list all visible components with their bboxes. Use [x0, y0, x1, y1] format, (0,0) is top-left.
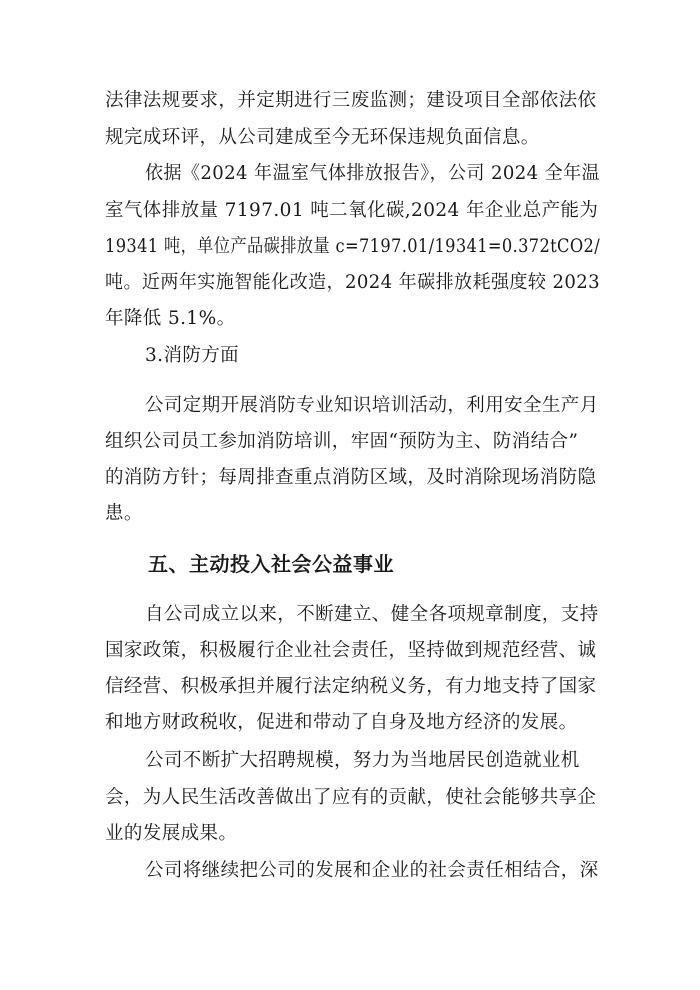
paragraph-line: 吨。近两年实施智能化改造，2024 年碳排放耗强度较 2023	[105, 272, 601, 293]
paragraph-line: 患。	[105, 503, 143, 524]
paragraph-line: 的消防方针；每周排查重点消防区域，及时消除现场消防隐	[105, 467, 597, 488]
paragraph-line: 公司将继续把公司的发展和企业的社会责任相结合，深	[145, 860, 599, 881]
paragraph-line: 自公司成立以来，不断建立、健全各项规章制度，支持	[145, 604, 599, 625]
paragraph-line: 业的发展成果。	[105, 823, 238, 844]
paragraph-line: 室气体排放量 7197.01 吨二氧化碳,2024 年企业总产能为	[105, 200, 599, 221]
paragraph-line: 19341 吨，单位产品碳排放量 c=7197.01/19341=0.372tCO2/	[105, 236, 601, 257]
paragraph-line: 年降低 5.1%。	[105, 308, 236, 329]
paragraph-line: 公司定期开展消防专业知识培训活动，利用安全生产月	[145, 395, 599, 416]
paragraph-line: 组织公司员工参加消防培训，牢固“预防为主、防消结合”	[105, 431, 579, 452]
subsection-title: 3.消防方面	[145, 345, 240, 366]
paragraph-line: 法律法规要求，并定期进行三废监测；建设项目全部依法依	[105, 90, 597, 111]
paragraph-line: 公司不断扩大招聘规模，努力为当地居民创造就业机	[145, 750, 580, 771]
section-heading: 五、主动投入社会公益事业	[148, 552, 394, 576]
paragraph-line: 和地方财政税收，促进和带动了自身及地方经济的发展。	[105, 712, 578, 733]
paragraph-line: 国家政策，积极履行企业社会责任，坚持做到规范经营、诚	[105, 640, 597, 661]
paragraph-line: 信经营、积极承担并履行法定纳税义务，有力地支持了国家	[105, 676, 597, 697]
paragraph-line: 会，为人民生活改善做出了应有的贡献，使社会能够共享企	[105, 787, 597, 808]
paragraph-line: 依据《2024 年温室气体排放报告》，公司 2024 全年温	[145, 163, 601, 184]
paragraph-line: 规完成环评，从公司建成至今无环保违规负面信息。	[105, 127, 540, 148]
